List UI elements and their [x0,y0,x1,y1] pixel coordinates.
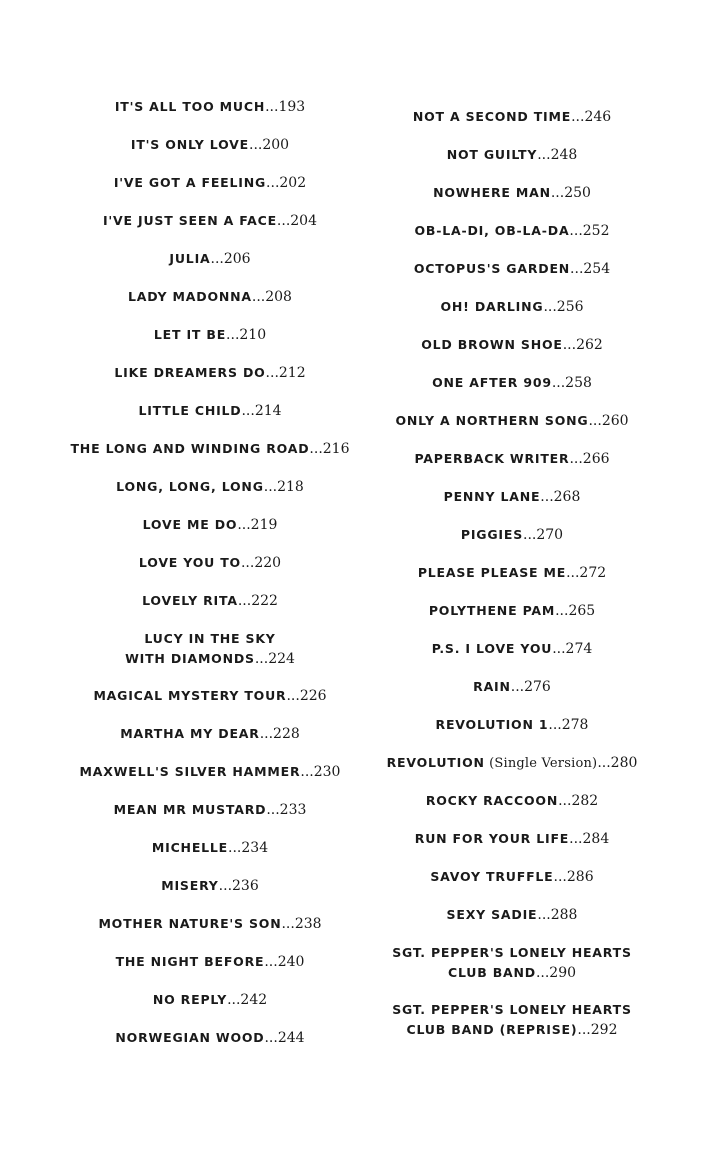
entry-title: THE NIGHT BEFORE [115,954,265,969]
entry-page-number: ...244 [264,1030,305,1046]
entry-page-number: ...226 [286,688,327,704]
entry-title: IT'S ALL TOO MUCH [114,99,266,114]
index-entry [352,904,672,925]
entry-page-number: ...286 [553,869,594,885]
entry-title: MOTHER NATURE'S SON [98,916,282,931]
entry-page-number: ...214 [241,403,282,419]
entry-page-number: ...230 [300,764,341,780]
entry-title: MAGICAL MYSTERY TOUR [93,688,287,703]
index-entry [352,334,672,355]
index-entry [352,676,672,697]
index-entry [352,220,672,241]
entry-page-number: ...208 [251,289,292,305]
entry-page-number: ...210 [226,327,267,343]
entry-page-number: ...268 [540,489,581,505]
index-entry [352,942,672,983]
index-entry [50,96,370,117]
entry-page-number: ...258 [551,375,592,391]
index-entry [352,258,672,279]
index-entry [50,590,370,611]
index-entry [50,875,370,896]
entry-page-number: ...290 [535,965,577,981]
entry-title-line2: CLUB BAND [447,965,536,980]
entry-title: NOWHERE MAN [433,185,551,200]
index-entry [352,524,672,545]
entry-note: (Single Version) [484,756,598,771]
entry-title: MEAN MR MUSTARD [113,802,267,817]
index-entry [50,324,370,345]
index-entry [50,989,370,1010]
entry-title: OLD BROWN SHOE [421,337,563,352]
entry-title: NORWEGIAN WOOD [115,1030,265,1045]
entry-page-number: ...248 [537,147,578,163]
entry-title: LET IT BE [153,327,227,342]
entry-page-number: ...256 [543,299,584,315]
entry-page-number: ...222 [237,593,278,609]
entry-page-number: ...276 [510,679,551,695]
entry-page-number: ...288 [537,907,578,923]
entry-page-number: ...260 [588,413,629,429]
index-entry [50,799,370,820]
index-entry [50,210,370,231]
entry-page-number: ...220 [240,555,282,571]
index-entry [50,761,370,782]
entry-page-number: ...234 [228,840,269,856]
entry-page-number: ...242 [227,992,268,1008]
entry-page-number: ...224 [254,651,295,667]
entry-page-number: ...270 [523,527,564,543]
entry-title: MAXWELL'S SILVER HAMMER [79,764,301,779]
entry-title: RAIN [473,679,511,694]
index-entry [50,951,370,972]
entry-page-number: ...246 [571,109,612,125]
entry-title: JULIA [169,251,211,266]
entry-title: SGT. PEPPER'S LONELY HEARTS [392,945,632,960]
entry-title: SEXY SADIE [446,907,538,922]
entry-title: POLYTHENE PAM [428,603,556,618]
index-entry [352,448,672,469]
index-entry [50,362,370,383]
index-entry [352,790,672,811]
entry-title-line2: WITH DIAMONDS [125,651,255,666]
entry-page-number: ...218 [263,479,304,495]
index-entry [352,182,672,203]
entry-title: LOVE ME DO [142,517,238,532]
index-entry [50,837,370,858]
entry-page-number: ...212 [265,365,306,381]
entry-page-number: ...233 [266,802,307,818]
entry-page-number: ...280 [597,755,638,771]
entry-title: OH! DARLING [440,299,544,314]
entry-title: LOVE YOU TO [138,555,241,570]
entry-page-number: ...282 [558,793,599,809]
entry-page-number: ...206 [210,251,251,267]
entry-page-number: ...266 [569,451,610,467]
entry-title: SAVOY TRUFFLE [430,869,554,884]
index-entry [50,476,370,497]
index-entry [50,134,370,155]
entry-page-number: ...278 [548,717,589,733]
index-entry [50,723,370,744]
index-entry [352,106,672,127]
entry-title: PAPERBACK WRITER [414,451,570,466]
entry-title: P.S. I LOVE YOU [431,641,553,656]
index-entry [352,714,672,735]
index-entry [50,400,370,421]
index-entry [50,286,370,307]
entry-page-number: ...292 [577,1022,618,1038]
entry-title: MICHELLE [151,840,229,855]
entry-page-number: ...262 [562,337,603,353]
entry-title: IT'S ONLY LOVE [130,137,249,152]
index-entry [50,685,370,706]
entry-page-number: ...228 [259,726,300,742]
entry-title: THE LONG AND WINDING ROAD [70,441,310,456]
entry-page-number: ...216 [309,441,350,457]
index-entry [50,438,370,459]
index-entry [352,638,672,659]
index-entry [352,410,672,431]
entry-title: PIGGIES [460,527,524,542]
index-entry [352,752,672,773]
entry-title: LITTLE CHILD [138,403,242,418]
index-entry [352,372,672,393]
entry-page-number: ...219 [237,517,278,533]
index-entry [352,999,672,1040]
entry-title: MARTHA MY DEAR [120,726,260,741]
entry-title: OB-LA-DI, OB-LA-DA [414,223,570,238]
index-entry [352,144,672,165]
entry-title: NOT GUILTY [446,147,538,162]
entry-title: ONE AFTER 909 [432,375,552,390]
entry-title: I'VE JUST SEEN A FACE [102,213,277,228]
entry-title: ONLY A NORTHERN SONG [395,413,589,428]
index-entry [50,552,370,573]
entry-page-number: ...254 [570,261,611,277]
index-entry [352,562,672,583]
entry-page-number: ...284 [569,831,610,847]
entry-page-number: ...202 [266,175,307,191]
index-entry [50,913,370,934]
index-entry [352,296,672,317]
entry-page-number: ...272 [566,565,607,581]
entry-title: NOT A SECOND TIME [412,109,572,124]
entry-title: MISERY [161,878,219,893]
entry-page-number: ...236 [218,878,259,894]
index-entry [50,514,370,535]
entry-title: ROCKY RACCOON [425,793,559,808]
entry-page-number: ...274 [552,641,593,657]
entry-page-number: ...193 [265,99,306,115]
entry-title: OCTOPUS'S GARDEN [413,261,571,276]
entry-page-number: ...252 [569,223,610,239]
entry-title: REVOLUTION [386,755,485,770]
entry-page-number: ...204 [276,213,317,229]
index-entry [352,828,672,849]
entry-title: RUN FOR YOUR LIFE [414,831,570,846]
index-entry [352,600,672,621]
entry-title: LONG, LONG, LONG [116,479,264,494]
entry-page-number: ...200 [249,137,290,153]
index-entry [352,486,672,507]
index-entry [50,248,370,269]
index-entry [50,628,370,669]
entry-title-line2: CLUB BAND (REPRISE) [406,1022,578,1037]
entry-title: I'VE GOT A FEELING [113,175,267,190]
index-entry [352,866,672,887]
entry-page-number: ...250 [550,185,591,201]
entry-page-number: ...265 [555,603,596,619]
entry-title: PENNY LANE [443,489,541,504]
entry-title: REVOLUTION 1 [435,717,549,732]
index-entry [50,1027,370,1048]
entry-title: SGT. PEPPER'S LONELY HEARTS [392,1002,632,1017]
entry-page-number: ...238 [281,916,322,932]
entry-title: LUCY IN THE SKY [144,631,276,646]
entry-page-number: ...240 [264,954,305,970]
entry-title: NO REPLY [152,992,228,1007]
entry-title: LIKE DREAMERS DO [114,365,266,380]
index-entry [50,172,370,193]
entry-title: LOVELY RITA [142,593,238,608]
entry-title: PLEASE PLEASE ME [417,565,567,580]
entry-title: LADY MADONNA [128,289,252,304]
